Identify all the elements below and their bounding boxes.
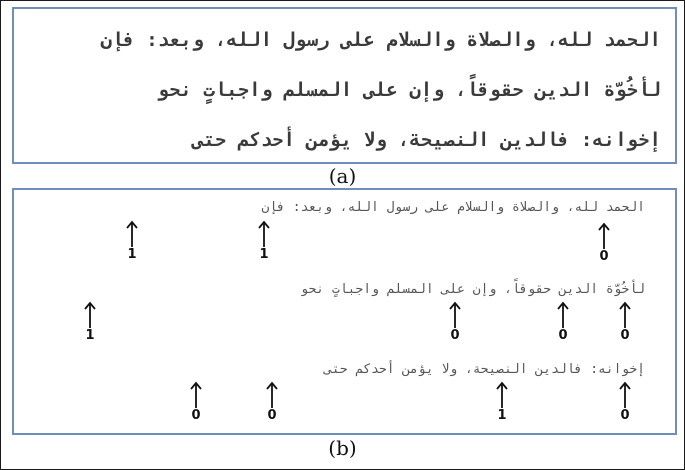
up-arrow-icon — [258, 220, 270, 248]
marker-label: 1 — [127, 247, 137, 262]
marker-label: 0 — [620, 328, 630, 343]
segment-marker — [553, 301, 573, 343]
up-arrow-icon — [598, 222, 610, 250]
segment-marker — [615, 301, 635, 343]
marker-label: 1 — [497, 408, 507, 423]
marker-label: 1 — [259, 247, 269, 262]
panel-b-line-2: لأخُوّة الدين حقوقاً، وإن على المسلم واجباتٍ نحو — [300, 282, 645, 297]
up-arrow-icon — [84, 301, 96, 329]
marker-label: 1 — [85, 328, 95, 343]
segment-marker — [492, 381, 512, 423]
segment-marker — [615, 381, 635, 423]
up-arrow-icon — [496, 381, 508, 409]
up-arrow-icon — [619, 381, 631, 409]
caption-a: (a) — [328, 164, 357, 188]
segment-marker — [254, 220, 274, 262]
up-arrow-icon — [619, 301, 631, 329]
panel-b-line-1: الحمد لله، والصلاة والسلام على رسول الله، وبعد: فإن — [261, 200, 645, 215]
up-arrow-icon — [266, 381, 278, 409]
marker-label: 0 — [599, 249, 609, 264]
marker-label: 0 — [620, 408, 630, 423]
up-arrow-icon — [449, 301, 461, 329]
segment-marker — [122, 220, 142, 262]
up-arrow-icon — [126, 220, 138, 248]
panel-a-line-2: لأخُوّة الدين حقوقاً، وإن على المسلم واجباتٍ نحو — [157, 79, 661, 101]
marker-label: 0 — [267, 408, 277, 423]
segment-marker — [445, 301, 465, 343]
marker-label: 0 — [450, 328, 460, 343]
up-arrow-icon — [557, 301, 569, 329]
segment-marker — [186, 381, 206, 423]
marker-label: 0 — [558, 328, 568, 343]
up-arrow-icon — [190, 381, 202, 409]
panel-a-line-3: إخوانه: فالدين النصيحة، ولا يؤمن أحدكم حتى — [192, 129, 661, 151]
segment-marker — [80, 301, 100, 343]
marker-label: 0 — [191, 408, 201, 423]
panel-b — [12, 188, 677, 435]
panel-b-line-3: إخوانه: فالدين النصيحة، ولا يؤمن أحدكم حتى — [324, 362, 645, 377]
panel-a — [12, 7, 677, 164]
segment-marker — [262, 381, 282, 423]
caption-b: (b) — [328, 436, 357, 460]
panel-a-line-1: الحمد لله، والصلاة والسلام على رسول الله، وبعد: فإن — [100, 29, 661, 51]
segment-marker — [594, 222, 614, 264]
